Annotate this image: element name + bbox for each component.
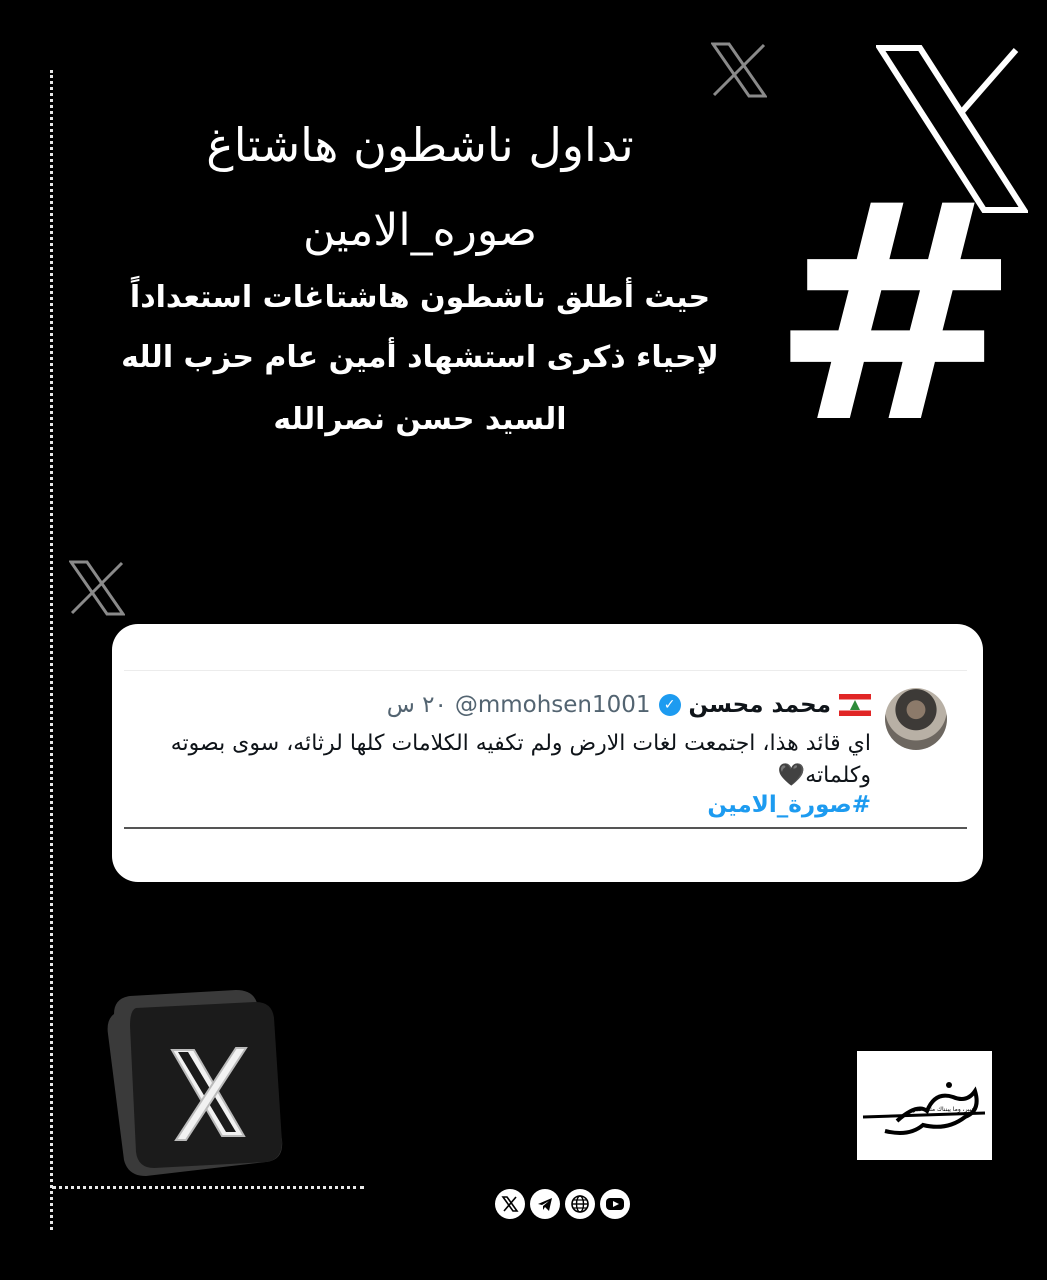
subtitle-line-2: لإحياء ذكرى استشهاد أمين عام حزب الله (121, 340, 719, 375)
headline-line-1: تداول ناشطون هاشتاغ (206, 118, 634, 172)
lebanon-flag-icon (839, 694, 871, 716)
youtube-icon[interactable] (600, 1189, 630, 1219)
author-handle[interactable]: @mmohsen1001 (454, 692, 651, 718)
tweet-card (112, 624, 983, 882)
telegram-icon[interactable] (530, 1189, 560, 1219)
x-logo-small-icon (711, 42, 767, 98)
avatar[interactable] (885, 688, 947, 750)
hashtag-icon: # (770, 140, 1022, 489)
x-logo-left-icon (69, 560, 125, 616)
card-divider-top (124, 670, 967, 671)
tweet-text: اي قائد هذا، اجتمعت لغات الارض ولم تكفيه الكلامات كلها لرثائه، سوى بصوته وكلماته🖤 (170, 731, 871, 788)
x-app-icon (106, 990, 284, 1176)
verified-badge-icon: ✓ (659, 694, 681, 716)
tweet-time[interactable]: ٢٠ س (386, 692, 447, 718)
brand-tagline: خبير، وما يبنناك مثل خبير (913, 1106, 976, 1113)
headline-hashtag: صوره_الامين (302, 205, 538, 256)
tweet-hashtag[interactable]: #صورة_الامين (707, 792, 871, 818)
x-icon[interactable] (495, 1189, 525, 1219)
social-links (495, 1189, 630, 1219)
brand-logo (857, 1051, 992, 1160)
dotted-vertical-line (50, 70, 53, 1230)
subtitle-line-1: حيث أطلق ناشطون هاشتاغات استعداداً (129, 280, 711, 315)
tweet-header (387, 692, 871, 718)
author-name[interactable]: محمد محسن (688, 692, 831, 718)
dotted-horizontal-line (52, 1186, 364, 1189)
subtitle-line-3: السيد حسن نصرالله (273, 402, 567, 437)
globe-icon[interactable] (565, 1189, 595, 1219)
card-divider-bottom (124, 827, 967, 829)
